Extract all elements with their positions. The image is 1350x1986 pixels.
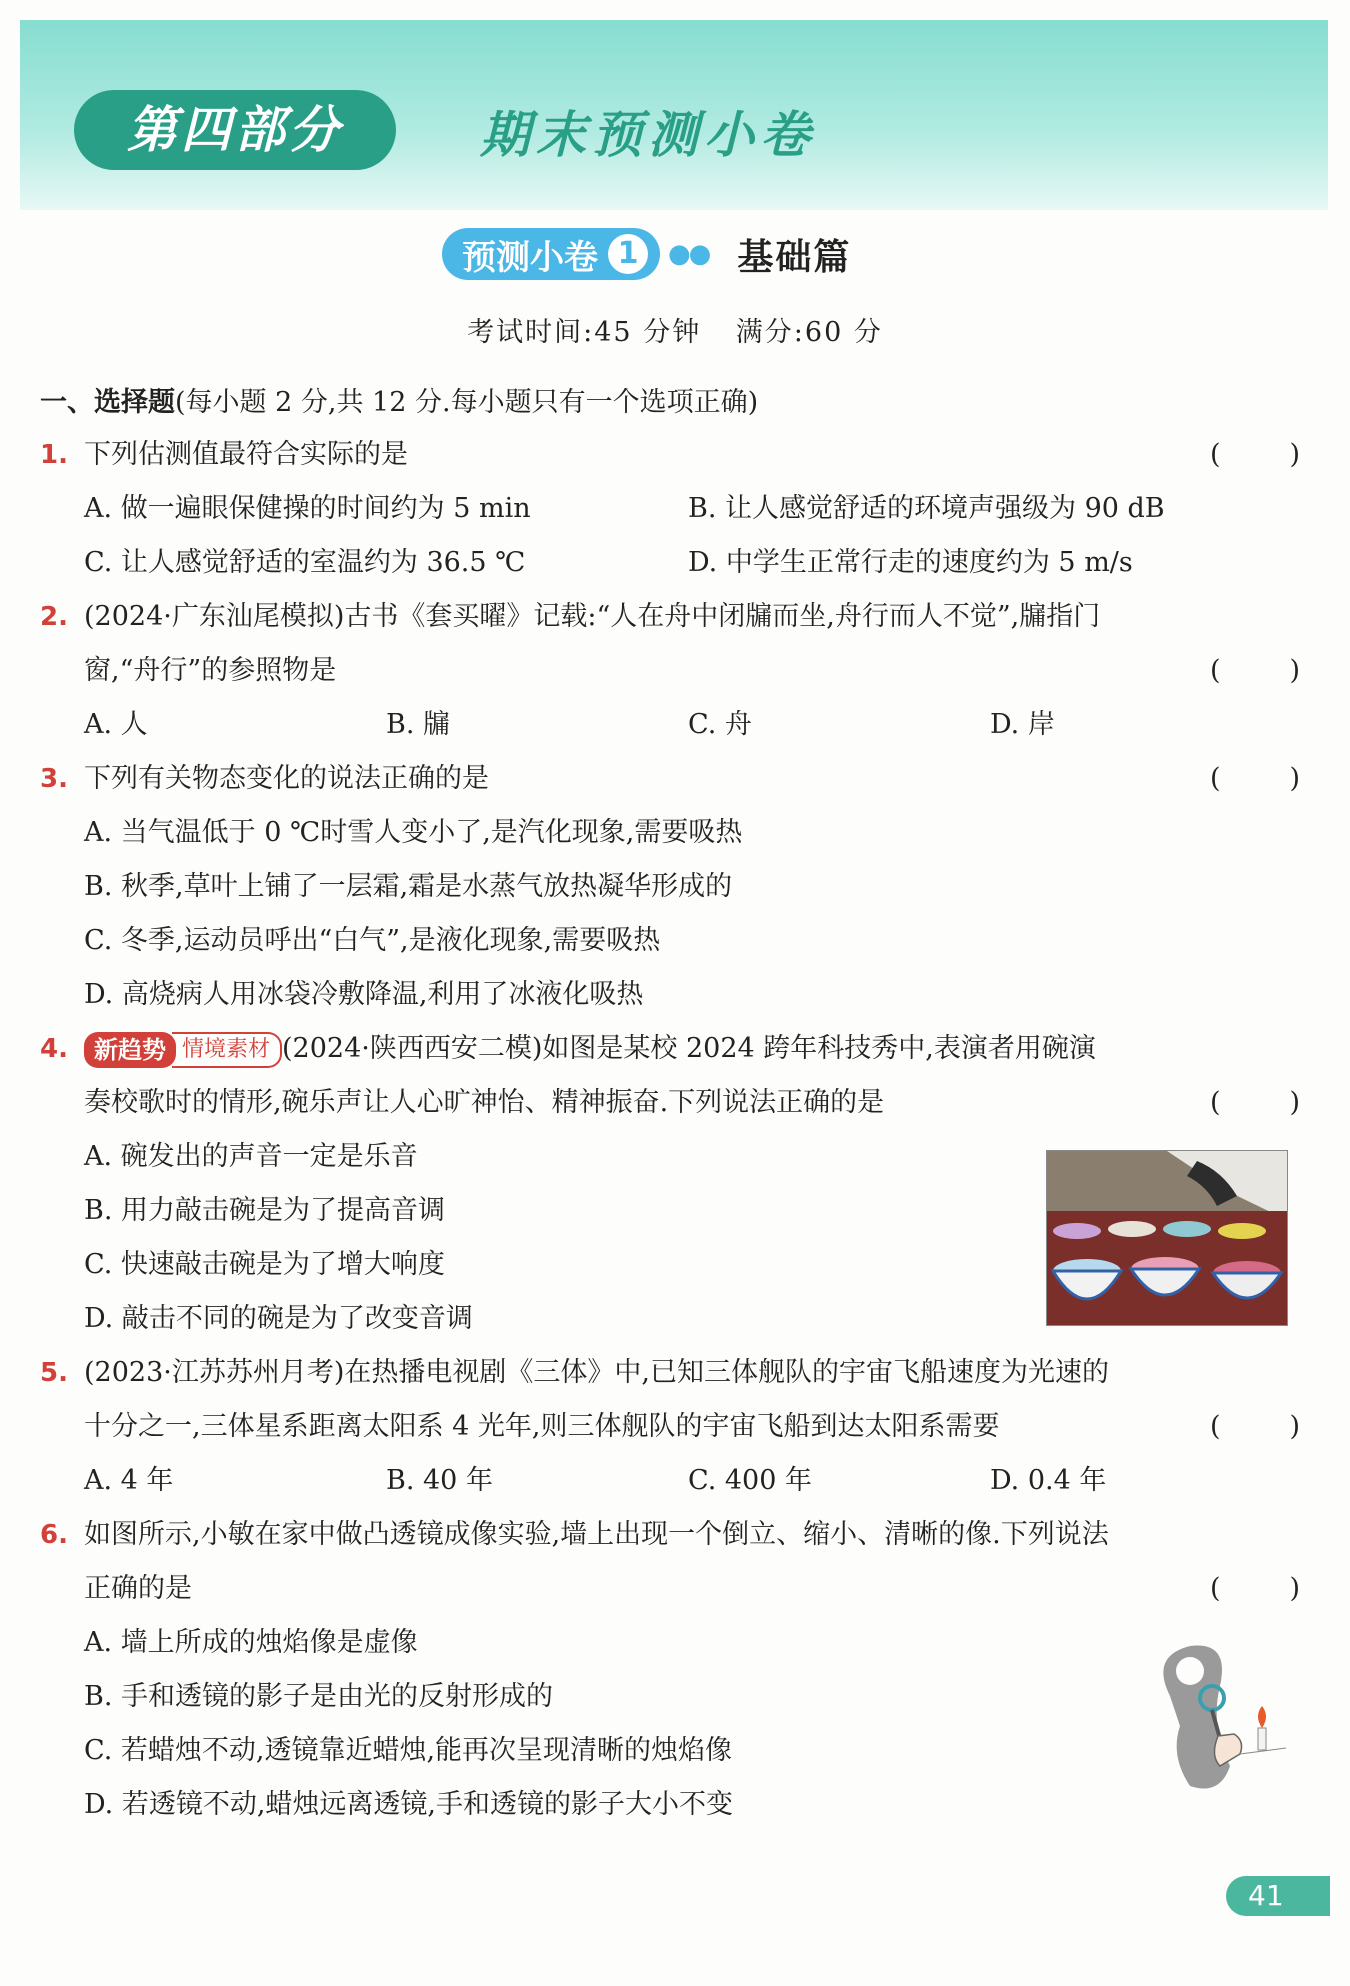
question-1: [40, 428, 1300, 482]
options-row: [40, 914, 1300, 968]
option-d[interactable]: D. 中学生正常行走的速度约为 5 m/s: [688, 547, 1133, 578]
page-number: 41: [1226, 1876, 1330, 1916]
option-a[interactable]: A. 墙上所成的烛焰像是虚像: [84, 1627, 418, 1658]
answer-blank[interactable]: [1210, 428, 1300, 482]
option-a[interactable]: A. 人: [84, 709, 148, 740]
answer-blank[interactable]: [1210, 644, 1300, 698]
option-b[interactable]: B. 让人感觉舒适的环境声强级为 90 dB: [688, 493, 1165, 524]
question-text: (2024·陕西西安二模)如图是某校 2024 跨年科技秀中,表演者用碗演: [282, 1033, 1096, 1064]
question-number: 3.: [40, 764, 68, 794]
question-6: [40, 1508, 1300, 1562]
question-continuation: [40, 644, 1300, 698]
section-heading: [40, 378, 1300, 428]
question-text: (2024·广东汕尾模拟)古书《套买曜》记载:“人在舟中闭牖而坐,舟行而人不觉”,牖指门: [84, 601, 1101, 632]
option-b[interactable]: B. 手和透镜的影子是由光的反射形成的: [84, 1681, 554, 1712]
option-d[interactable]: D. 岸: [990, 709, 1055, 740]
new-trend-badge: 新趋势: [84, 1032, 176, 1068]
question-number: 2.: [40, 602, 68, 632]
paper-label: 预测小卷: [462, 237, 598, 278]
question-number: 4.: [40, 1034, 68, 1064]
question-text: 奏校歌时的情形,碗乐声让人心旷神怡、精神振奋.下列说法正确的是: [84, 1087, 885, 1118]
question-text: 下列估测值最符合实际的是: [84, 439, 408, 470]
bowls-image: [1047, 1151, 1288, 1326]
section-title: 一、选择题: [40, 387, 175, 418]
question-2: [40, 590, 1300, 644]
answer-blank[interactable]: [1210, 1076, 1300, 1130]
material-badge: 情境素材: [172, 1032, 282, 1068]
options-row: [40, 806, 1300, 860]
question-continuation: [40, 1400, 1300, 1454]
question-text: 下列有关物态变化的说法正确的是: [84, 763, 489, 794]
bowl-performance-photo: [1046, 1150, 1288, 1326]
paper-heading: [442, 226, 851, 282]
options-row: [40, 1724, 1300, 1778]
part-title: 期末预测小卷: [480, 106, 816, 164]
options-row: [40, 860, 1300, 914]
option-c[interactable]: C. 快速敲击碗是为了增大响度: [84, 1249, 445, 1280]
option-d[interactable]: D. 敲击不同的碗是为了改变音调: [84, 1303, 473, 1334]
option-b[interactable]: B. 秋季,草叶上铺了一层霜,霜是水蒸气放热凝华形成的: [84, 871, 733, 902]
question-text: 窗,“舟行”的参照物是: [84, 655, 337, 686]
paper-level: 基础篇: [737, 236, 852, 278]
question-text: 正确的是: [84, 1573, 192, 1604]
question-continuation: [40, 1076, 1300, 1130]
options-row: [40, 968, 1300, 1022]
question-5: [40, 1346, 1300, 1400]
options-row: [40, 1778, 1300, 1832]
options-row: [40, 1670, 1300, 1724]
option-c[interactable]: C. 冬季,运动员呼出“白气”,是液化现象,需要吸热: [84, 925, 661, 956]
options-row: [40, 1616, 1300, 1670]
answer-blank[interactable]: [1210, 752, 1300, 806]
hand-lens-candle-image: [1150, 1636, 1290, 1796]
options-row: [40, 482, 1300, 536]
question-text: 十分之一,三体星系距离太阳系 4 光年,则三体舰队的宇宙飞船到达太阳系需要: [84, 1411, 1000, 1442]
answer-blank[interactable]: [1210, 1562, 1300, 1616]
exam-info: [0, 310, 1350, 349]
question-number: 5.: [40, 1358, 68, 1388]
answer-blank[interactable]: [1210, 1400, 1300, 1454]
options-row: [40, 536, 1300, 590]
options-row: [40, 1454, 1300, 1508]
lens-experiment-illustration: [1150, 1636, 1290, 1796]
question-continuation: [40, 1562, 1300, 1616]
option-d[interactable]: D. 0.4 年: [990, 1465, 1107, 1496]
option-c[interactable]: C. 让人感觉舒适的室温约为 36.5 ℃: [84, 547, 526, 578]
options-row: [40, 698, 1300, 752]
option-a[interactable]: A. 碗发出的声音一定是乐音: [84, 1141, 418, 1172]
option-a[interactable]: A. 做一遍眼保健操的时间约为 5 min: [84, 493, 531, 524]
question-number: 6.: [40, 1520, 68, 1550]
option-c[interactable]: C. 若蜡烛不动,透镜靠近蜡烛,能再次呈现清晰的烛焰像: [84, 1735, 733, 1766]
question-number: 1.: [40, 440, 68, 470]
option-d[interactable]: D. 若透镜不动,蜡烛远离透镜,手和透镜的影子大小不变: [84, 1789, 734, 1820]
section-note: (每小题 2 分,共 12 分.每小题只有一个选项正确): [175, 387, 759, 418]
option-b[interactable]: B. 40 年: [386, 1465, 493, 1496]
question-3: [40, 752, 1300, 806]
option-b[interactable]: B. 用力敲击碗是为了提高音调: [84, 1195, 446, 1226]
question-text: (2023·江苏苏州月考)在热播电视剧《三体》中,已知三体舰队的宇宙飞船速度为光速的: [84, 1357, 1109, 1388]
option-a[interactable]: A. 当气温低于 0 ℃时雪人变小了,是汽化现象,需要吸热: [84, 817, 743, 848]
full-score: 满分:60 分: [735, 317, 883, 348]
question-4: [40, 1022, 1300, 1076]
question-text-wrap: [84, 1022, 1096, 1076]
paper-label-pill: [442, 228, 660, 280]
option-a[interactable]: A. 4 年: [84, 1465, 174, 1496]
option-c[interactable]: C. 舟: [688, 709, 752, 740]
question-list: [40, 378, 1300, 1832]
exam-time: 考试时间:45 分钟: [467, 317, 702, 348]
dots-decoration-icon: ●●: [668, 239, 710, 269]
paper-number: 1: [608, 234, 648, 274]
option-b[interactable]: B. 牖: [386, 709, 451, 740]
question-text: 如图所示,小敏在家中做凸透镜成像实验,墙上出现一个倒立、缩小、清晰的像.下列说法: [84, 1519, 1109, 1550]
option-d[interactable]: D. 高烧病人用冰袋冷敷降温,利用了冰液化吸热: [84, 979, 644, 1010]
part-label: 第四部分: [74, 90, 396, 170]
option-c[interactable]: C. 400 年: [688, 1465, 812, 1496]
